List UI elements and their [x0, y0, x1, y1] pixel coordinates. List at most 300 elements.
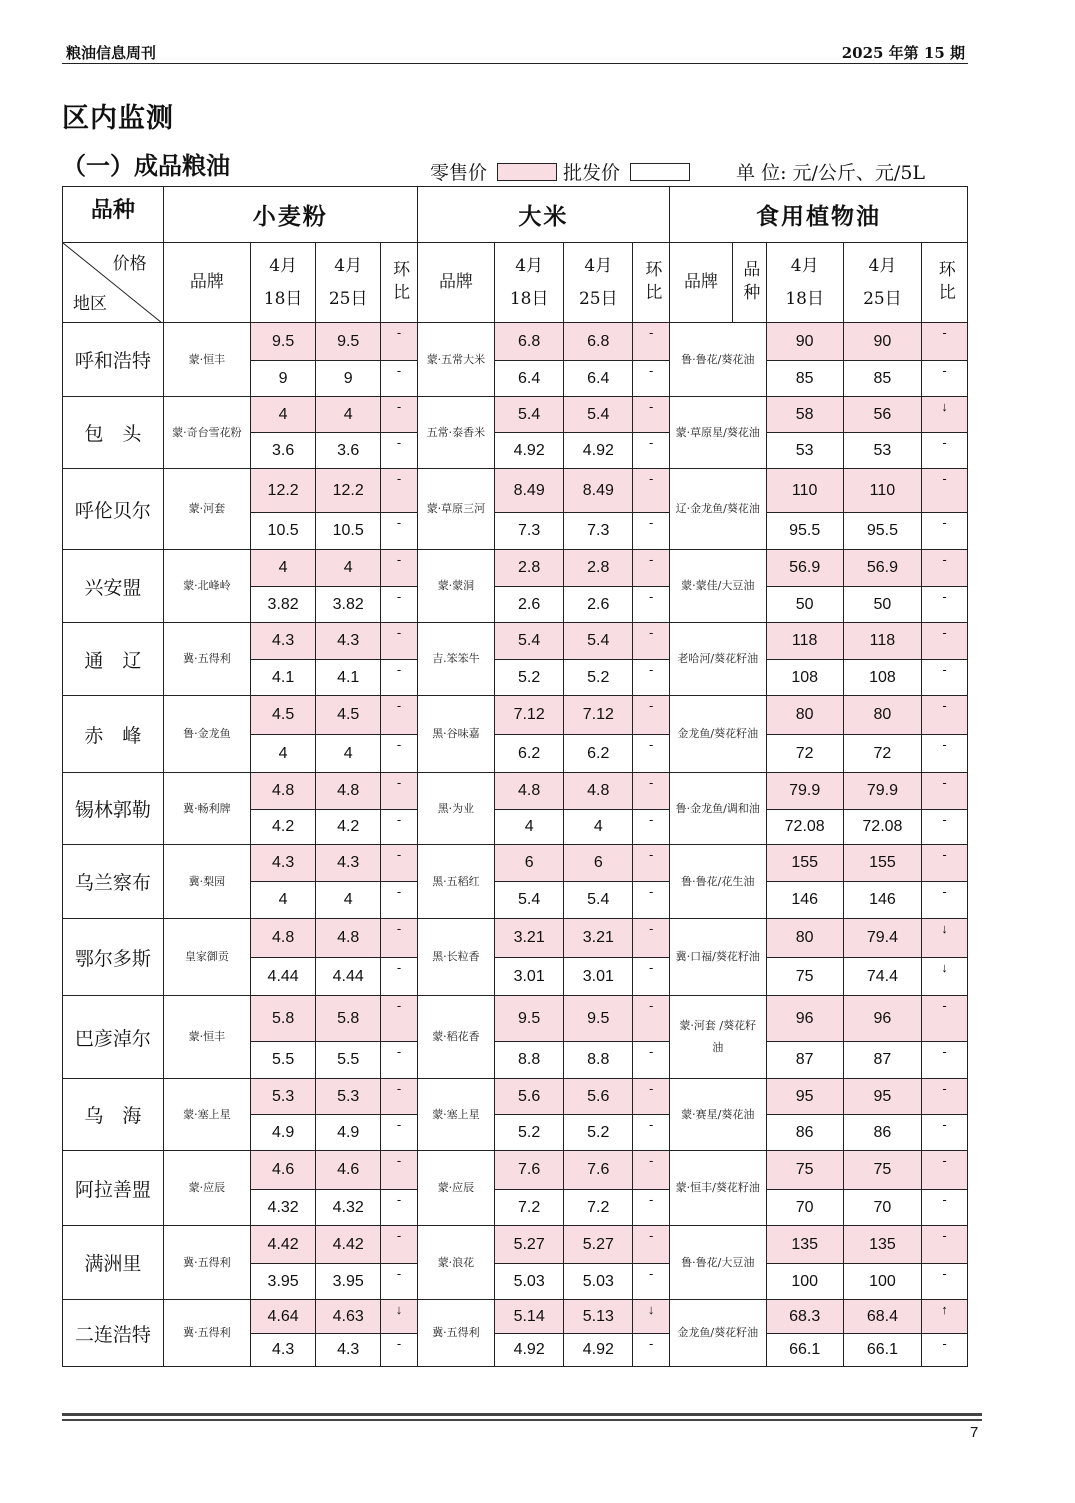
price-label: 价格: [112, 254, 147, 274]
flour-price-apr18: 4: [251, 735, 316, 773]
flour-price-apr18: 4.9: [251, 1115, 316, 1151]
oil-price-apr18: 95.5: [766, 513, 843, 550]
rice-brand: 五常·泰香米: [417, 397, 494, 469]
oil-brand: 金龙鱼/葵花籽油: [669, 696, 766, 773]
flour-price-apr25: 4.3: [316, 1334, 381, 1367]
flour-price-apr18: 4.1: [251, 660, 316, 696]
oil-date1-header: 4月 18日: [766, 243, 843, 323]
flour-change: -: [381, 660, 418, 696]
flour-brand: 皇家御贡: [163, 919, 250, 996]
oil-price-apr25: 85: [843, 361, 921, 397]
rice-change: -: [633, 958, 670, 996]
header-rule: [62, 63, 968, 64]
oil-price-apr18: 79.9: [766, 773, 843, 810]
rice-price-apr25: 8.8: [564, 1042, 633, 1079]
wholesale-label: 批发价: [563, 162, 621, 184]
oil-price-apr18: 75: [766, 958, 843, 996]
flour-change: -: [381, 1115, 418, 1151]
oil-change: -: [922, 773, 968, 810]
oil-price-apr25: 53: [843, 433, 921, 469]
flour-price-apr18: 9.5: [251, 323, 316, 361]
flour-change: -: [381, 1334, 418, 1367]
oil-change: ↓: [922, 958, 968, 996]
flour-brand: 冀·梨园: [163, 845, 250, 919]
rice-price-apr18: 5.03: [495, 1264, 564, 1300]
rice-date1-header: 4月 18日: [495, 243, 564, 323]
flour-price-apr18: 5.5: [251, 1042, 316, 1079]
rice-price-apr18: 6: [495, 845, 564, 882]
flour-change: -: [381, 882, 418, 919]
rice-brand: 冀·五得利: [417, 1300, 494, 1367]
footer-rule-thin: [62, 1419, 982, 1421]
rice-change: -: [633, 397, 670, 433]
rice-change: -: [633, 882, 670, 919]
flour-price-apr25: 4.42: [316, 1226, 381, 1264]
flour-brand: 冀·五得利: [163, 1226, 250, 1300]
rice-price-apr18: 7.2: [495, 1190, 564, 1226]
oil-price-apr25: 100: [843, 1264, 921, 1300]
flour-change: -: [381, 845, 418, 882]
grain-oil-price-table: [62, 186, 968, 1367]
flour-price-apr25: 9: [316, 361, 381, 397]
rice-price-apr25: 5.6: [564, 1079, 633, 1115]
rice-change: -: [633, 919, 670, 958]
oil-change: -: [922, 1079, 968, 1115]
rice-price-apr18: 8.49: [495, 469, 564, 513]
rice-brand: 黑·长粒香: [417, 919, 494, 996]
rice-price-apr18: 5.14: [495, 1300, 564, 1334]
flour-price-apr18: 4.2: [251, 810, 316, 845]
oil-change: -: [922, 433, 968, 469]
retail-label: 零售价: [430, 162, 488, 184]
flour-price-apr25: 4: [316, 397, 381, 433]
flour-price-apr25: 5.8: [316, 996, 381, 1042]
flour-change: -: [381, 623, 418, 660]
oil-change-header: 环比: [922, 243, 968, 323]
oil-change: -: [922, 996, 968, 1042]
rice-price-apr18: 4: [495, 810, 564, 845]
wholesale-swatch: [630, 163, 690, 181]
flour-change: -: [381, 735, 418, 773]
oil-brand: 蒙·赛星/葵花油: [669, 1079, 766, 1151]
oil-price-apr25: 74.4: [843, 958, 921, 996]
rice-change: -: [633, 735, 670, 773]
oil-price-apr25: 135: [843, 1226, 921, 1264]
oil-brand: 鲁·鲁花/花生油: [669, 845, 766, 919]
region-name: 巴彦淖尔: [63, 996, 164, 1079]
rice-price-apr25: 5.27: [564, 1226, 633, 1264]
rice-change: ↓: [633, 1300, 670, 1334]
rice-brand: 黑·五稻红: [417, 845, 494, 919]
flour-price-apr25: 4.2: [316, 810, 381, 845]
oil-change: -: [922, 1226, 968, 1264]
table-row-retail: [63, 1300, 968, 1334]
rice-price-apr25: 2.6: [564, 587, 633, 623]
region-name: 兴安盟: [63, 550, 164, 623]
rice-price-apr25: 5.4: [564, 397, 633, 433]
oil-price-apr18: 87: [766, 1042, 843, 1079]
oil-price-apr18: 86: [766, 1115, 843, 1151]
rice-price-apr18: 6.2: [495, 735, 564, 773]
oil-price-apr18: 135: [766, 1226, 843, 1264]
oil-brand: 蒙·草原星/葵花油: [669, 397, 766, 469]
oil-price-apr25: 110: [843, 469, 921, 513]
flour-price-apr18: 4: [251, 397, 316, 433]
rice-change-header: 环比: [633, 243, 670, 323]
flour-change: -: [381, 513, 418, 550]
oil-price-apr18: 95: [766, 1079, 843, 1115]
rice-price-apr25: 5.03: [564, 1264, 633, 1300]
flour-price-apr18: 4.8: [251, 773, 316, 810]
flour-price-apr25: 10.5: [316, 513, 381, 550]
oil-price-apr25: 66.1: [843, 1334, 921, 1367]
rice-price-apr18: 5.4: [495, 397, 564, 433]
oil-price-apr18: 110: [766, 469, 843, 513]
rice-change: -: [633, 623, 670, 660]
flour-brand: 蒙·北峰岭: [163, 550, 250, 623]
oil-brand-header: 品牌: [669, 243, 732, 323]
rice-price-apr25: 5.4: [564, 623, 633, 660]
table-row-retail: [63, 397, 968, 433]
flour-price-apr18: 10.5: [251, 513, 316, 550]
rice-price-apr25: 3.01: [564, 958, 633, 996]
rice-change: -: [633, 1115, 670, 1151]
table-row-retail: [63, 550, 968, 587]
rice-change: -: [633, 1264, 670, 1300]
rice-price-apr25: 6.4: [564, 361, 633, 397]
flour-price-apr18: 4: [251, 550, 316, 587]
footer-rule: [62, 1413, 982, 1416]
flour-brand: 蒙·塞上星: [163, 1079, 250, 1151]
oil-price-apr25: 108: [843, 660, 921, 696]
rice-change: -: [633, 323, 670, 361]
flour-brand: 蒙·恒丰: [163, 323, 250, 397]
rice-price-apr18: 5.6: [495, 1079, 564, 1115]
flour-change: -: [381, 1226, 418, 1264]
table-row-retail: [63, 1079, 968, 1115]
oil-brand: 鲁·鲁花/大豆油: [669, 1226, 766, 1300]
rice-price-apr18: 7.12: [495, 696, 564, 735]
rice-change: -: [633, 513, 670, 550]
rice-price-apr18: 4.8: [495, 773, 564, 810]
flour-change: ↓: [381, 1300, 418, 1334]
oil-change: -: [922, 1334, 968, 1367]
rice-price-apr25: 5.2: [564, 1115, 633, 1151]
oil-price-apr18: 58: [766, 397, 843, 433]
rice-date2-header: 4月 25日: [564, 243, 633, 323]
rice-price-apr25: 4.8: [564, 773, 633, 810]
header-row-categories: [63, 187, 968, 243]
flour-price-apr18: 4.3: [251, 623, 316, 660]
rice-change: -: [633, 1190, 670, 1226]
oil-change: -: [922, 810, 968, 845]
flour-price-apr18: 4.44: [251, 958, 316, 996]
rice-header: 大米: [417, 187, 669, 243]
flour-price-apr25: 4.3: [316, 623, 381, 660]
flour-price-apr18: 4.42: [251, 1226, 316, 1264]
oil-price-apr18: 75: [766, 1151, 843, 1190]
price-region-corner: [63, 243, 164, 323]
rice-brand: 蒙·应辰: [417, 1151, 494, 1226]
rice-change: -: [633, 469, 670, 513]
oil-brand: 辽·金龙鱼/葵花油: [669, 469, 766, 550]
rice-change: -: [633, 1151, 670, 1190]
oil-price-apr25: 90: [843, 323, 921, 361]
oil-change: -: [922, 587, 968, 623]
oil-change: -: [922, 1115, 968, 1151]
rice-price-apr25: 8.49: [564, 469, 633, 513]
rice-price-apr18: 2.6: [495, 587, 564, 623]
oil-price-apr18: 72.08: [766, 810, 843, 845]
flour-brand: 蒙·河套: [163, 469, 250, 550]
flour-price-apr25: 4: [316, 882, 381, 919]
oil-change: -: [922, 696, 968, 735]
flour-price-apr18: 4.5: [251, 696, 316, 735]
flour-change: -: [381, 773, 418, 810]
unit-label: 单 位: 元/公斤、元/5L: [736, 162, 926, 184]
oil-change: -: [922, 660, 968, 696]
subsection-title: （一）成品粮油: [62, 151, 230, 180]
rice-price-apr18: 5.4: [495, 623, 564, 660]
rice-price-apr25: 5.13: [564, 1300, 633, 1334]
oil-price-apr18: 90: [766, 323, 843, 361]
rice-price-apr25: 4.92: [564, 1334, 633, 1367]
rice-price-apr25: 5.4: [564, 882, 633, 919]
flour-price-apr18: 4.6: [251, 1151, 316, 1190]
region-name: 呼伦贝尔: [63, 469, 164, 550]
flour-change: -: [381, 1151, 418, 1190]
oil-price-apr18: 53: [766, 433, 843, 469]
rice-price-apr18: 5.2: [495, 660, 564, 696]
oil-change: ↓: [922, 397, 968, 433]
rice-price-apr18: 7.6: [495, 1151, 564, 1190]
region-label: 地区: [73, 294, 107, 314]
rice-price-apr18: 8.8: [495, 1042, 564, 1079]
oil-change: -: [922, 845, 968, 882]
oil-price-apr25: 118: [843, 623, 921, 660]
rice-change: -: [633, 660, 670, 696]
oil-change: -: [922, 550, 968, 587]
rice-brand: 蒙·草原三河: [417, 469, 494, 550]
flour-price-apr25: 4.6: [316, 1151, 381, 1190]
rice-brand: 黑·为业: [417, 773, 494, 845]
rice-price-apr18: 3.01: [495, 958, 564, 996]
rice-brand-header: 品牌: [417, 243, 494, 323]
rice-price-apr25: 7.6: [564, 1151, 633, 1190]
region-name: 乌兰察布: [63, 845, 164, 919]
oil-price-apr25: 96: [843, 996, 921, 1042]
rice-price-apr25: 4: [564, 810, 633, 845]
rice-change: -: [633, 361, 670, 397]
flour-change: -: [381, 323, 418, 361]
oil-change: -: [922, 623, 968, 660]
oil-price-apr25: 79.9: [843, 773, 921, 810]
flour-change: -: [381, 696, 418, 735]
oil-change: -: [922, 361, 968, 397]
rice-change: -: [633, 550, 670, 587]
flour-change: -: [381, 587, 418, 623]
oil-price-apr18: 108: [766, 660, 843, 696]
flour-price-apr25: 12.2: [316, 469, 381, 513]
variety-header: 品种: [63, 187, 164, 243]
flour-change: -: [381, 958, 418, 996]
flour-change: -: [381, 1264, 418, 1300]
oil-price-apr18: 80: [766, 919, 843, 958]
flour-price-apr25: 4.9: [316, 1115, 381, 1151]
flour-brand: 蒙·应辰: [163, 1151, 250, 1226]
rice-price-apr25: 5.2: [564, 660, 633, 696]
flour-price-apr25: 3.6: [316, 433, 381, 469]
rice-change: -: [633, 1226, 670, 1264]
flour-price-apr25: 4.1: [316, 660, 381, 696]
oil-price-apr25: 70: [843, 1190, 921, 1226]
rice-change: -: [633, 1079, 670, 1115]
flour-price-apr25: 4.8: [316, 773, 381, 810]
table-row-retail: [63, 845, 968, 882]
flour-change: -: [381, 1042, 418, 1079]
oil-brand: 蒙·恒丰/葵花籽油: [669, 1151, 766, 1226]
oil-brand: 鲁·金龙鱼/调和油: [669, 773, 766, 845]
rice-price-apr18: 6.4: [495, 361, 564, 397]
flour-price-apr18: 4.64: [251, 1300, 316, 1334]
rice-price-apr25: 7.3: [564, 513, 633, 550]
oil-change: -: [922, 323, 968, 361]
flour-brand: 冀·五得利: [163, 1300, 250, 1367]
oil-date2-header: 4月 25日: [843, 243, 921, 323]
table-row-retail: [63, 773, 968, 810]
oil-price-apr25: 72.08: [843, 810, 921, 845]
oil-change: -: [922, 882, 968, 919]
oil-brand: 冀·口福/葵花籽油: [669, 919, 766, 996]
rice-price-apr25: 2.8: [564, 550, 633, 587]
flour-price-apr18: 3.6: [251, 433, 316, 469]
oil-price-apr25: 79.4: [843, 919, 921, 958]
oil-change: -: [922, 469, 968, 513]
flour-date1-header: 4月 18日: [251, 243, 316, 323]
oil-change: -: [922, 1151, 968, 1190]
rice-change: -: [633, 845, 670, 882]
flour-change: -: [381, 469, 418, 513]
region-name: 二连浩特: [63, 1300, 164, 1367]
flour-price-apr18: 4.8: [251, 919, 316, 958]
flour-change: -: [381, 1079, 418, 1115]
flour-price-apr25: 4.44: [316, 958, 381, 996]
oil-price-apr25: 95.5: [843, 513, 921, 550]
oil-price-apr25: 80: [843, 696, 921, 735]
oil-price-apr18: 80: [766, 696, 843, 735]
flour-price-apr25: 4: [316, 735, 381, 773]
rice-price-apr18: 5.4: [495, 882, 564, 919]
oil-header: 食用植物油: [669, 187, 967, 243]
table-row-retail: [63, 1151, 968, 1190]
rice-price-apr18: 5.2: [495, 1115, 564, 1151]
region-name: 赤 峰: [63, 696, 164, 773]
rice-price-apr18: 4.92: [495, 433, 564, 469]
flour-price-apr25: 3.82: [316, 587, 381, 623]
flour-price-apr18: 3.95: [251, 1264, 316, 1300]
oil-change: ↓: [922, 919, 968, 958]
rice-change: -: [633, 696, 670, 735]
region-name: 通 辽: [63, 623, 164, 696]
rice-brand: 吉.笨笨牛: [417, 623, 494, 696]
rice-price-apr25: 9.5: [564, 996, 633, 1042]
oil-brand: 鲁·鲁花/葵花油: [669, 323, 766, 397]
oil-price-apr25: 155: [843, 845, 921, 882]
rice-change: -: [633, 1334, 670, 1367]
rice-brand: 黑·谷味嘉: [417, 696, 494, 773]
flour-brand: 冀·畅利牌: [163, 773, 250, 845]
oil-brand: 金龙鱼/葵花籽油: [669, 1300, 766, 1367]
flour-price-apr18: 9: [251, 361, 316, 397]
rice-price-apr18: 4.92: [495, 1334, 564, 1367]
flour-date2-header: 4月 25日: [316, 243, 381, 323]
rice-price-apr18: 2.8: [495, 550, 564, 587]
flour-price-apr25: 4.5: [316, 696, 381, 735]
flour-change: -: [381, 550, 418, 587]
rice-price-apr25: 7.12: [564, 696, 633, 735]
table-row-retail: [63, 623, 968, 660]
rice-change: -: [633, 433, 670, 469]
section-title: 区内监测: [62, 103, 174, 134]
rice-price-apr25: 4.92: [564, 433, 633, 469]
flour-price-apr25: 4: [316, 550, 381, 587]
flour-price-apr18: 4.3: [251, 845, 316, 882]
price-legend: [430, 158, 925, 185]
region-name: 包 头: [63, 397, 164, 469]
flour-price-apr18: 5.3: [251, 1079, 316, 1115]
flour-price-apr25: 9.5: [316, 323, 381, 361]
oil-price-apr18: 68.3: [766, 1300, 843, 1334]
rice-price-apr18: 3.21: [495, 919, 564, 958]
flour-price-apr25: 5.5: [316, 1042, 381, 1079]
rice-price-apr25: 7.2: [564, 1190, 633, 1226]
rice-change: -: [633, 587, 670, 623]
flour-change: -: [381, 361, 418, 397]
flour-price-apr18: 4.3: [251, 1334, 316, 1367]
flour-header: 小麦粉: [163, 187, 417, 243]
oil-brand: 蒙·河套 /葵花籽油: [669, 996, 766, 1079]
oil-price-apr18: 146: [766, 882, 843, 919]
oil-price-apr18: 50: [766, 587, 843, 623]
rice-brand: 蒙·蒙洞: [417, 550, 494, 623]
oil-price-apr25: 56.9: [843, 550, 921, 587]
oil-price-apr25: 72: [843, 735, 921, 773]
flour-brand-header: 品牌: [163, 243, 250, 323]
table-row-retail: [63, 323, 968, 361]
flour-price-apr25: 3.95: [316, 1264, 381, 1300]
rice-change: -: [633, 1042, 670, 1079]
oil-price-apr18: 66.1: [766, 1334, 843, 1367]
region-name: 锡林郭勒: [63, 773, 164, 845]
oil-change: -: [922, 513, 968, 550]
region-name: 呼和浩特: [63, 323, 164, 397]
retail-swatch: [497, 163, 557, 181]
flour-price-apr18: 12.2: [251, 469, 316, 513]
table-row-retail: [63, 469, 968, 513]
flour-brand: 蒙·奇台雪花粉: [163, 397, 250, 469]
oil-change: -: [922, 735, 968, 773]
region-name: 阿拉善盟: [63, 1151, 164, 1226]
oil-brand: 蒙·蒙佳/大豆油: [669, 550, 766, 623]
oil-price-apr18: 56.9: [766, 550, 843, 587]
flour-price-apr18: 3.82: [251, 587, 316, 623]
oil-variety-header: 品种: [732, 243, 766, 323]
page-number: 7: [970, 1424, 979, 1441]
oil-price-apr25: 86: [843, 1115, 921, 1151]
rice-price-apr25: 6.8: [564, 323, 633, 361]
flour-change: -: [381, 919, 418, 958]
region-name: 鄂尔多斯: [63, 919, 164, 996]
